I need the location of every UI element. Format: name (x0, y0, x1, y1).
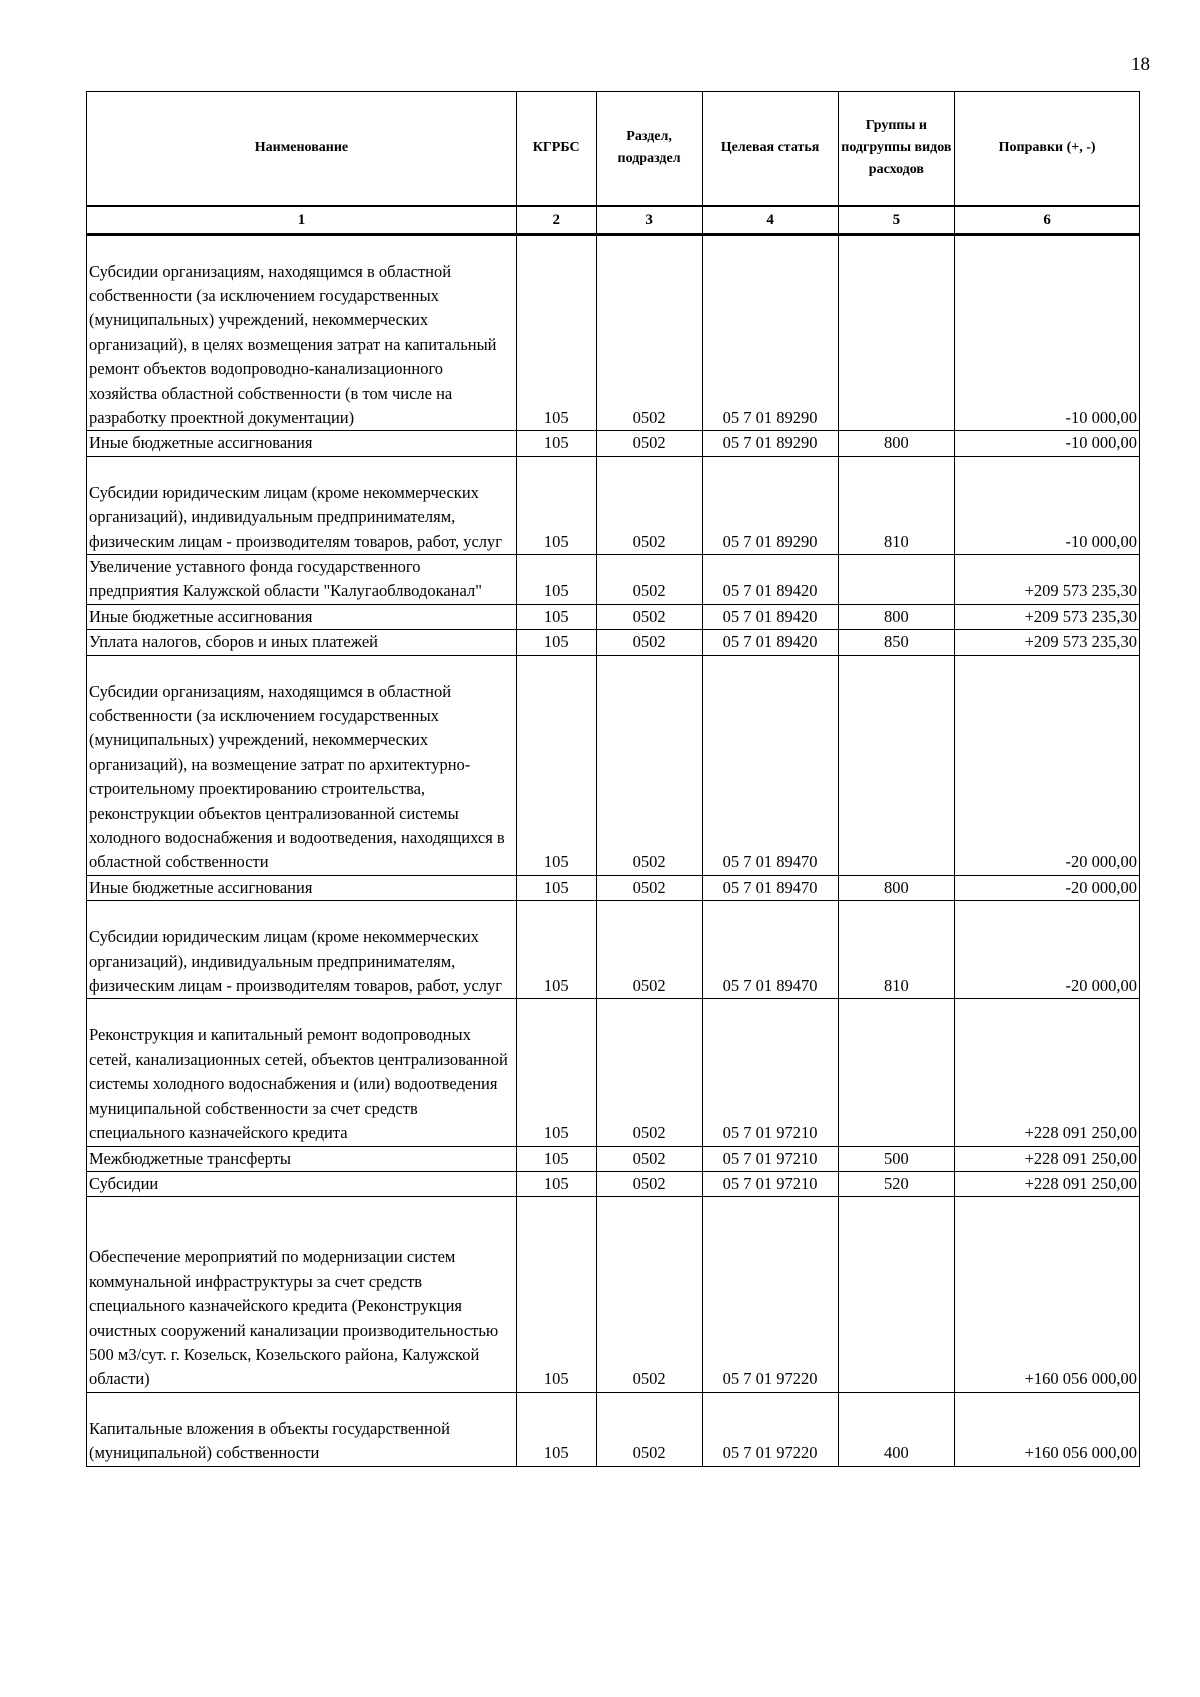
table-row (87, 431, 1140, 456)
cell-section: 0502 (596, 554, 702, 604)
cell-target: 05 7 01 89420 (702, 630, 838, 655)
table-row (87, 554, 1140, 604)
cell-group (838, 999, 955, 1146)
table-row (87, 630, 1140, 655)
cell-group (838, 1197, 955, 1392)
cell-kgrbs: 105 (516, 1392, 596, 1466)
cell-group: 800 (838, 875, 955, 900)
cell-kgrbs: 105 (516, 1146, 596, 1171)
cell-target: 05 7 01 97220 (702, 1392, 838, 1466)
cell-target: 05 7 01 89470 (702, 875, 838, 900)
cell-kgrbs: 105 (516, 554, 596, 604)
column-number: 3 (596, 206, 702, 235)
column-number: 6 (955, 206, 1140, 235)
cell-section: 0502 (596, 1197, 702, 1392)
cell-kgrbs: 105 (516, 901, 596, 999)
cell-target: 05 7 01 89470 (702, 901, 838, 999)
table-row (87, 1392, 1140, 1466)
cell-target: 05 7 01 97210 (702, 1146, 838, 1171)
cell-kgrbs: 105 (516, 604, 596, 629)
header-name: Наименование (87, 92, 517, 206)
header-kgrbs: КГРБС (516, 92, 596, 206)
cell-name: Иные бюджетные ассигнования (87, 875, 517, 900)
cell-name: Субсидии организациям, находящимся в областной собственности (за исключением государственных (муниципальных) учреждений, некоммерческих организаций), на возмещение затрат по архитектурно-строительному проектированию строительства, реконструкции объектов централизованной системы холодного водоснабжения и водоотведения, находящихся в областной собственности (87, 655, 517, 875)
cell-amount: +209 573 235,30 (955, 630, 1140, 655)
column-number: 1 (87, 206, 517, 235)
cell-section: 0502 (596, 630, 702, 655)
cell-target: 05 7 01 89290 (702, 456, 838, 554)
cell-kgrbs: 105 (516, 431, 596, 456)
cell-name: Уплата налогов, сборов и иных платежей (87, 630, 517, 655)
column-number: 2 (516, 206, 596, 235)
cell-amount: +228 091 250,00 (955, 1171, 1140, 1196)
cell-group (838, 554, 955, 604)
cell-kgrbs: 105 (516, 999, 596, 1146)
header-target: Целевая статья (702, 92, 838, 206)
cell-section: 0502 (596, 431, 702, 456)
cell-section: 0502 (596, 604, 702, 629)
cell-group: 850 (838, 630, 955, 655)
cell-amount: -10 000,00 (955, 456, 1140, 554)
table-body (87, 234, 1140, 1466)
cell-section: 0502 (596, 234, 702, 431)
cell-group: 800 (838, 604, 955, 629)
table-row (87, 1197, 1140, 1392)
table-row (87, 901, 1140, 999)
cell-section: 0502 (596, 1392, 702, 1466)
header-amount: Поправки (+, -) (955, 92, 1140, 206)
cell-amount: -20 000,00 (955, 875, 1140, 900)
cell-name: Межбюджетные трансферты (87, 1146, 517, 1171)
table-row (87, 655, 1140, 875)
cell-kgrbs: 105 (516, 655, 596, 875)
column-number: 4 (702, 206, 838, 235)
cell-target: 05 7 01 89290 (702, 234, 838, 431)
cell-name: Обеспечение мероприятий по модернизации систем коммунальной инфраструктуры за счет средств специального казначейского кредита (Реконструкция очистных сооружений канализации производительностью 500 м3/сут. г. Козельск, Козельского района, Калужской области) (87, 1197, 517, 1392)
cell-amount: -20 000,00 (955, 901, 1140, 999)
table-row (87, 234, 1140, 431)
cell-name: Субсидии организациям, находящимся в областной собственности (за исключением государственных (муниципальных) учреждений, некоммерческих организаций), в целях возмещения затрат на капитальный ремонт объектов водопроводно-канализационного хозяйства областной собственности (в том числе на разработку проектной документации) (87, 234, 517, 431)
cell-kgrbs: 105 (516, 1197, 596, 1392)
cell-kgrbs: 105 (516, 234, 596, 431)
cell-amount: +228 091 250,00 (955, 999, 1140, 1146)
column-number: 5 (838, 206, 955, 235)
cell-group (838, 234, 955, 431)
cell-section: 0502 (596, 901, 702, 999)
cell-name: Увеличение уставного фонда государственного предприятия Калужской области "Калугаоблводоканал" (87, 554, 517, 604)
cell-target: 05 7 01 89420 (702, 604, 838, 629)
cell-amount: +209 573 235,30 (955, 554, 1140, 604)
cell-kgrbs: 105 (516, 630, 596, 655)
cell-kgrbs: 105 (516, 875, 596, 900)
cell-target: 05 7 01 89470 (702, 655, 838, 875)
table-row (87, 1146, 1140, 1171)
cell-target: 05 7 01 89290 (702, 431, 838, 456)
table-header (87, 92, 1140, 235)
cell-name: Иные бюджетные ассигнования (87, 604, 517, 629)
cell-section: 0502 (596, 875, 702, 900)
cell-group: 400 (838, 1392, 955, 1466)
cell-target: 05 7 01 97220 (702, 1197, 838, 1392)
cell-name: Субсидии юридическим лицам (кроме некоммерческих организаций), индивидуальным предпринимателям, физическим лицам - производителям товаров, работ, услуг (87, 901, 517, 999)
cell-section: 0502 (596, 1146, 702, 1171)
cell-target: 05 7 01 97210 (702, 1171, 838, 1196)
cell-group: 810 (838, 901, 955, 999)
cell-name: Реконструкция и капитальный ремонт водопроводных сетей, канализационных сетей, объектов централизованной системы холодного водоснабжения и (или) водоотведения муниципальной собственности за счет средств специального казначейского кредита (87, 999, 517, 1146)
budget-table (86, 91, 1140, 1467)
cell-name: Капитальные вложения в объекты государственной (муниципальной) собственности (87, 1392, 517, 1466)
cell-amount: +160 056 000,00 (955, 1197, 1140, 1392)
cell-target: 05 7 01 89420 (702, 554, 838, 604)
cell-group (838, 655, 955, 875)
cell-group: 810 (838, 456, 955, 554)
page-number: 18 (1131, 54, 1150, 75)
cell-kgrbs: 105 (516, 1171, 596, 1196)
cell-amount: +228 091 250,00 (955, 1146, 1140, 1171)
cell-amount: -20 000,00 (955, 655, 1140, 875)
table-row (87, 999, 1140, 1146)
table-row (87, 604, 1140, 629)
cell-amount: -10 000,00 (955, 431, 1140, 456)
table-row (87, 1171, 1140, 1196)
table-row (87, 456, 1140, 554)
cell-name: Иные бюджетные ассигнования (87, 431, 517, 456)
cell-target: 05 7 01 97210 (702, 999, 838, 1146)
table-row (87, 875, 1140, 900)
cell-amount: +160 056 000,00 (955, 1392, 1140, 1466)
cell-group: 520 (838, 1171, 955, 1196)
header-group: Группы и подгруппы видов расходов (838, 92, 955, 206)
cell-group: 500 (838, 1146, 955, 1171)
cell-name: Субсидии (87, 1171, 517, 1196)
cell-name: Субсидии юридическим лицам (кроме некоммерческих организаций), индивидуальным предпринимателям, физическим лицам - производителям товаров, работ, услуг (87, 456, 517, 554)
cell-group: 800 (838, 431, 955, 456)
cell-section: 0502 (596, 456, 702, 554)
header-section: Раздел, подраздел (596, 92, 702, 206)
cell-amount: +209 573 235,30 (955, 604, 1140, 629)
cell-amount: -10 000,00 (955, 234, 1140, 431)
cell-section: 0502 (596, 655, 702, 875)
cell-kgrbs: 105 (516, 456, 596, 554)
cell-section: 0502 (596, 999, 702, 1146)
cell-section: 0502 (596, 1171, 702, 1196)
